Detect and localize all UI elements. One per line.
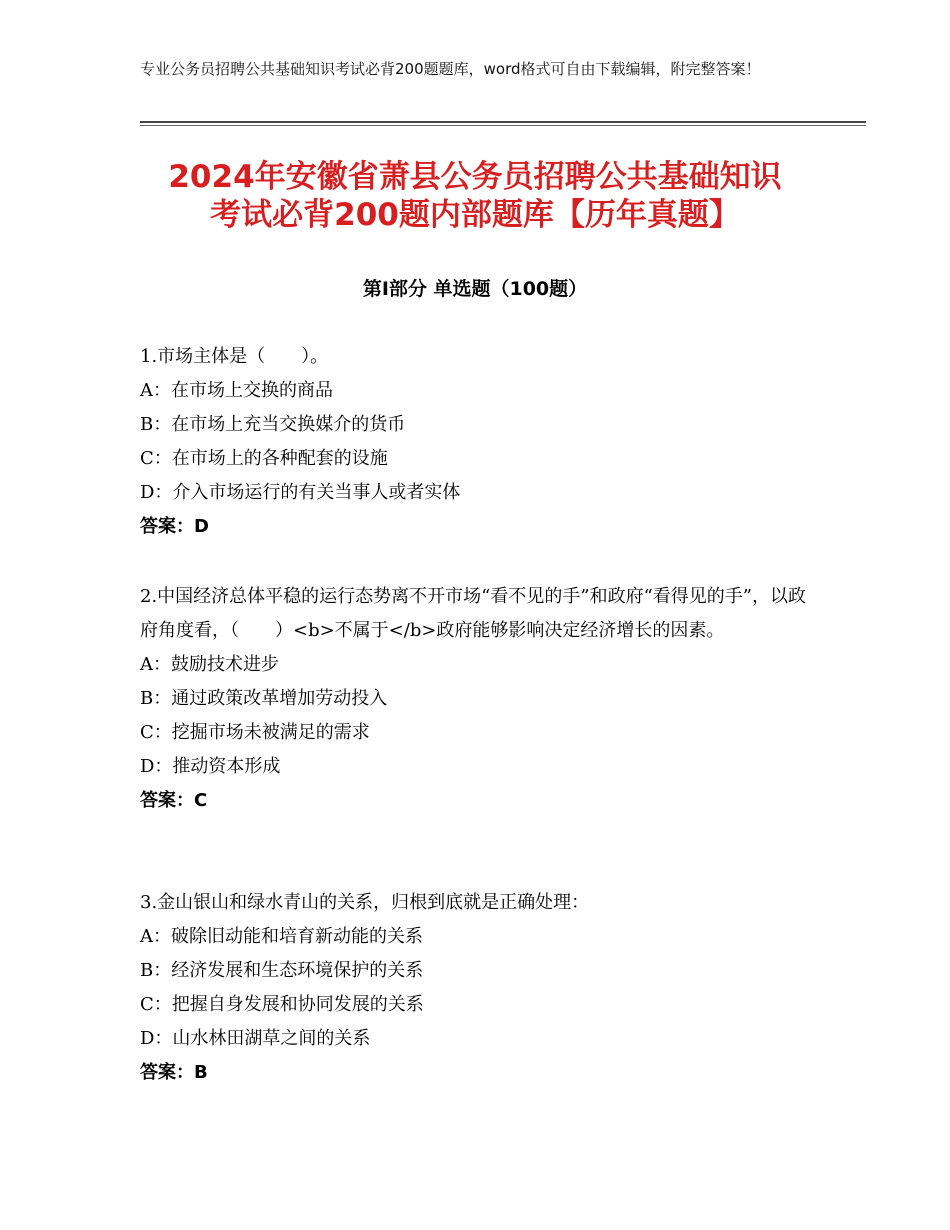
question-answer: 答案：C [140, 790, 208, 811]
question-option-d: D：推动资本形成 [140, 756, 281, 777]
question-option-b: B：通过政策改革增加劳动投入 [140, 688, 388, 709]
question-stem: 2.中国经济总体平稳的运行态势离不开市场“看不见的手”和政府“看得见的手”，以政府角度看，（ ）<b>不属于</b>政府能够影响决定经济增长的因素。 [140, 586, 806, 641]
question-option-c: C：把握自身发展和协同发展的关系 [140, 994, 424, 1015]
question-option-c: C：挖掘市场未被满足的需求 [140, 722, 370, 743]
header-note: 专业公务员招聘公共基础知识考试必背200题题库，word格式可自由下载编辑，附完整答案！ [140, 60, 761, 78]
question-answer: 答案：D [140, 516, 209, 537]
question-stem: 1.市场主体是（ ）。 [140, 346, 329, 367]
header-rule-thick [140, 121, 866, 123]
question-option-c: C：在市场上的各种配套的设施 [140, 448, 388, 469]
section-title: 第Ⅰ部分 单选题（100题） [362, 278, 588, 300]
document-title-line-1: 2024年安徽省萧县公务员招聘公共基础知识 [168, 159, 782, 195]
question-option-b: B：经济发展和生态环境保护的关系 [140, 960, 424, 981]
question-option-b: B：在市场上充当交换媒介的货币 [140, 414, 406, 435]
question-option-d: D：介入市场运行的有关当事人或者实体 [140, 482, 461, 503]
question-option-a: A：鼓励技术进步 [140, 654, 279, 675]
question-option-a: A：在市场上交换的商品 [140, 380, 333, 401]
question-answer: 答案：B [140, 1062, 208, 1083]
question-option-a: A：破除旧动能和培育新动能的关系 [140, 926, 423, 947]
question-stem: 3.金山银山和绿水青山的关系，归根到底就是正确处理： [140, 892, 590, 913]
header-rule-thin [140, 125, 866, 126]
question-2 [140, 580, 806, 818]
question-3 [140, 886, 820, 1090]
document-title [100, 158, 850, 234]
question-option-d: D：山水林田湖草之间的关系 [140, 1028, 371, 1049]
question-1 [140, 340, 820, 544]
document-title-line-2: 考试必背200题内部题库【历年真题】 [210, 197, 740, 233]
